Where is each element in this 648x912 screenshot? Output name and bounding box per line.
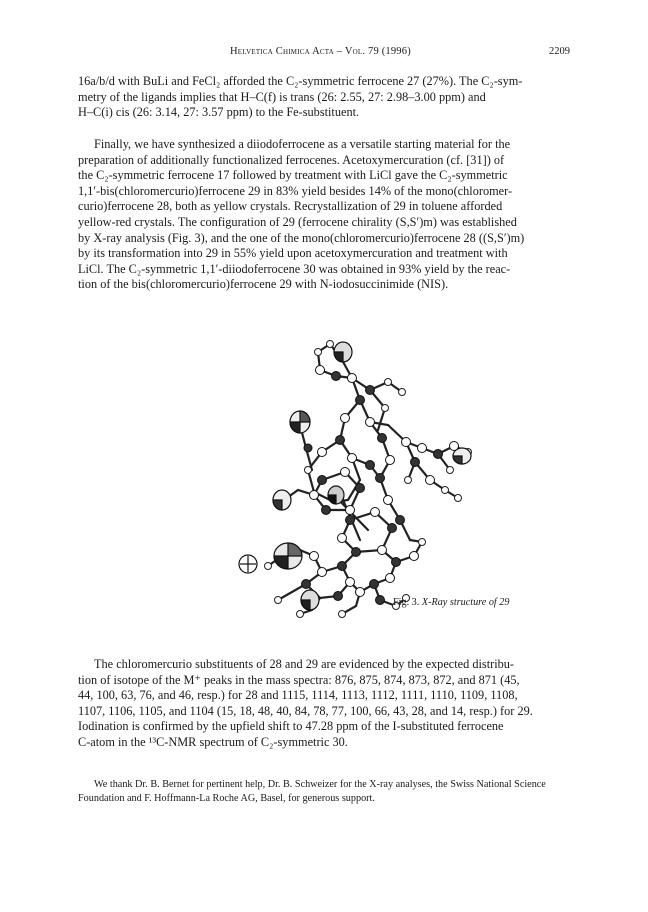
text-line: by its transformation into 29 in 55% yield upon acetoxymercuration and treatment with bbox=[78, 246, 508, 261]
text-line: the C₂-symmetric ferrocene 17 followed by treatment with LiCl gave the C₂-symmetric bbox=[78, 168, 508, 183]
text-line: Foundation and F. Hoffmann-La Roche AG, Basel, for generous support. bbox=[78, 792, 375, 804]
figure-label: Fig. 3. bbox=[393, 597, 420, 608]
text-line: curio)ferrocene 28, both as yellow crystals. Recrystallization of 29 in toluene afforded bbox=[78, 199, 503, 214]
text-line: C-atom in the ¹³C-NMR spectrum of C₂-symmetric 30. bbox=[78, 734, 348, 749]
text-line: metry of the ligands implies that H–C(f) is trans (26: 2.55, 27: 2.98–3.00 ppm) and bbox=[78, 89, 486, 104]
text-line: 1,1′-bis(chloromercurio)ferrocene 29 in 83% yield besides 14% of the mono(chloromer- bbox=[78, 183, 513, 198]
text-line: Finally, we have synthesized a diiodoferrocene as a versatile starting material for the bbox=[94, 137, 511, 151]
text-line: tion of isotope of the M⁺ peaks in the mass spectra: 876, 875, 874, 873, 872, and 871 (45, bbox=[78, 672, 520, 687]
text-line: 16a/b/d with BuLi and FeCl₂ afforded the C₂-symmetric ferrocene 27 (27%). The C₂-sym- bbox=[78, 74, 523, 88]
text-line: We thank Dr. B. Bernet for pertinent help, Dr. B. Schweizer for the X-ray analyses, the Swiss National Science bbox=[94, 779, 546, 790]
journal-running-title: Helvetica Chimica Acta – Vol. 79 (1996) bbox=[230, 46, 411, 57]
text-line: Iodination is confirmed by the upfield shift to 47.28 ppm of the I-substituted ferrocene bbox=[78, 719, 504, 734]
text-line: preparation of additionally functionalized ferrocenes. Acetoxymercuration (cf. [31]) of bbox=[78, 152, 505, 167]
text-line: H–C(i) cis (26: 3.14, 27: 3.57 ppm) to the Fe-substituent. bbox=[78, 105, 360, 120]
text-line: tion of the bis(chloromercurio)ferrocene 29 with N-iodosuccinimide (NIS). bbox=[78, 277, 449, 292]
xray-structure-figure bbox=[210, 330, 570, 620]
acknowledgement bbox=[78, 778, 570, 805]
figure-caption bbox=[393, 597, 510, 608]
paragraph-ferrocene-27 bbox=[78, 74, 570, 121]
text-line: yellow-red crystals. The configuration of 29 (ferrocene chirality (S,S′)m) was established bbox=[78, 214, 517, 229]
text-line: LiCl. The C₂-symmetric 1,1′-diiodoferrocene 30 was obtained in 93% yield by the reac- bbox=[78, 261, 511, 276]
paragraph-diiodoferrocene bbox=[78, 137, 570, 293]
running-header bbox=[78, 46, 570, 62]
text-line: 1107, 1106, 1105, and 1104 (15, 18, 48, 40, 84, 78, 77, 100, 66, 43, 28, and 14, resp.) for 29. bbox=[78, 703, 533, 718]
xray-structure-drawing bbox=[210, 330, 570, 620]
text-line: The chloromercurio substituents of 28 and 29 are evidenced by the expected distribu- bbox=[94, 657, 515, 671]
page-number: 2209 bbox=[549, 46, 570, 57]
text-line: by X-ray analysis (Fig. 3), and the one of the mono(chloromercurio)ferrocene 28 ((S,S′)m) bbox=[78, 230, 525, 245]
figure-caption-text: X-Ray structure of 29 bbox=[421, 597, 510, 608]
paragraph-mass-spectra bbox=[78, 657, 570, 751]
text-line: 44, 100, 63, 76, and 46, resp.) for 28 and 1115, 1114, 1113, 1112, 1111, 1110, 1109, 1108, bbox=[78, 688, 518, 703]
